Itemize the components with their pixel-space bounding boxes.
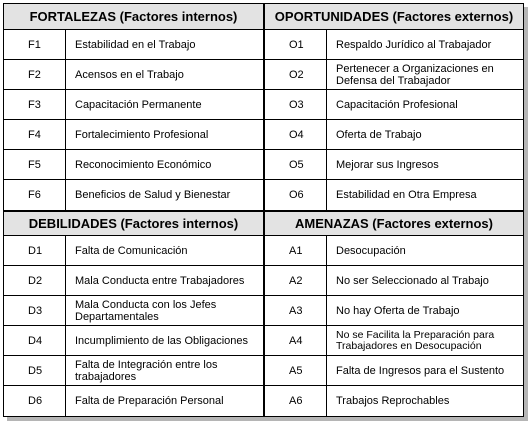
row-text: Capacitación Permanente — [75, 98, 202, 111]
table-row — [265, 296, 523, 326]
row-text: Fortalecimiento Profesional — [75, 128, 209, 141]
row-text: Oferta de Trabajo — [336, 128, 422, 141]
row-text: Falta de Integración entre los trabajadores — [75, 358, 218, 383]
table-row — [265, 386, 523, 416]
row-text: Trabajos Reprochables — [336, 395, 450, 407]
table-row — [4, 386, 263, 416]
row-text: Mala Conducta con los Jefes Departamentales — [75, 298, 217, 323]
row-text: Falta de Preparación Personal — [75, 395, 224, 407]
table-row — [265, 326, 523, 356]
table-row — [265, 180, 523, 210]
oportunidades-list — [265, 30, 523, 210]
row-code: O4 — [265, 120, 327, 149]
table-row — [4, 150, 263, 180]
table-row — [265, 90, 523, 120]
row-code: A5 — [265, 356, 327, 385]
row-code: F1 — [4, 30, 66, 59]
row-text: Falta de Ingresos para el Sustento — [336, 364, 505, 377]
row-text: Beneficios de Salud y Bienestar — [75, 189, 231, 201]
row-text: No ser Seleccionado al Trabajo — [336, 274, 489, 287]
table-row — [4, 236, 263, 266]
row-text: Pertenecer a Organizaciones en Defensa del Trabajador — [336, 62, 494, 87]
table-row — [4, 120, 263, 150]
row-text: Mejorar sus Ingresos — [336, 158, 439, 171]
left-column — [4, 4, 265, 416]
row-code: A4 — [265, 326, 327, 355]
table-row — [265, 236, 523, 266]
row-code: A2 — [265, 266, 327, 295]
row-code: D5 — [4, 356, 66, 385]
table-row — [4, 60, 263, 90]
table-row — [4, 326, 263, 356]
table-row — [265, 150, 523, 180]
amenazas-header: AMENAZAS (Factores externos) — [265, 210, 523, 236]
debilidades-list — [4, 236, 263, 416]
table-row — [4, 90, 263, 120]
row-text: Falta de Comunicación — [75, 244, 188, 257]
fortalezas-list — [4, 30, 263, 210]
row-code: A6 — [265, 386, 327, 416]
table-row — [4, 180, 263, 210]
row-text: Desocupación — [336, 244, 406, 257]
table-row — [4, 266, 263, 296]
row-text: Incumplimiento de las Obligaciones — [75, 334, 249, 347]
row-code: F6 — [4, 180, 66, 210]
row-text: Mala Conducta entre Trabajadores — [75, 274, 245, 287]
fortalezas-header: FORTALEZAS (Factores internos) — [4, 4, 263, 30]
row-text: Capacitación Profesional — [336, 98, 458, 111]
row-code: A1 — [265, 236, 327, 265]
table-row — [265, 120, 523, 150]
table-row — [4, 356, 263, 386]
table-row — [265, 356, 523, 386]
table-row — [265, 266, 523, 296]
debilidades-header: DEBILIDADES (Factores internos) — [4, 210, 263, 236]
row-code: O3 — [265, 90, 327, 119]
right-column — [265, 4, 523, 416]
row-code: D1 — [4, 236, 66, 265]
row-code: F2 — [4, 60, 66, 89]
row-code: D2 — [4, 266, 66, 295]
row-code: F3 — [4, 90, 66, 119]
table-row — [265, 60, 523, 90]
row-text: Estabilidad en el Trabajo — [75, 38, 196, 51]
oportunidades-header: OPORTUNIDADES (Factores externos) — [265, 4, 523, 30]
row-code: O1 — [265, 30, 327, 59]
row-text: Estabilidad en Otra Empresa — [336, 189, 477, 201]
row-code: D3 — [4, 296, 66, 325]
row-code: D6 — [4, 386, 66, 416]
row-text: Respaldo Jurídico al Trabajador — [336, 38, 492, 51]
row-code: F4 — [4, 120, 66, 149]
row-text: No se Facilita la Preparación para Trabajadores en Desocupación — [336, 328, 495, 352]
swot-table — [3, 3, 524, 417]
table-row — [4, 30, 263, 60]
row-text: Acensos en el Trabajo — [75, 68, 184, 81]
amenazas-list — [265, 236, 523, 416]
row-code: O5 — [265, 150, 327, 179]
row-text: Reconocimiento Económico — [75, 158, 212, 171]
row-code: O6 — [265, 180, 327, 210]
table-row — [265, 30, 523, 60]
row-text: No hay Oferta de Trabajo — [336, 304, 460, 317]
row-code: D4 — [4, 326, 66, 355]
table-row — [4, 296, 263, 326]
row-code: A3 — [265, 296, 327, 325]
row-code: F5 — [4, 150, 66, 179]
row-code: O2 — [265, 60, 327, 89]
